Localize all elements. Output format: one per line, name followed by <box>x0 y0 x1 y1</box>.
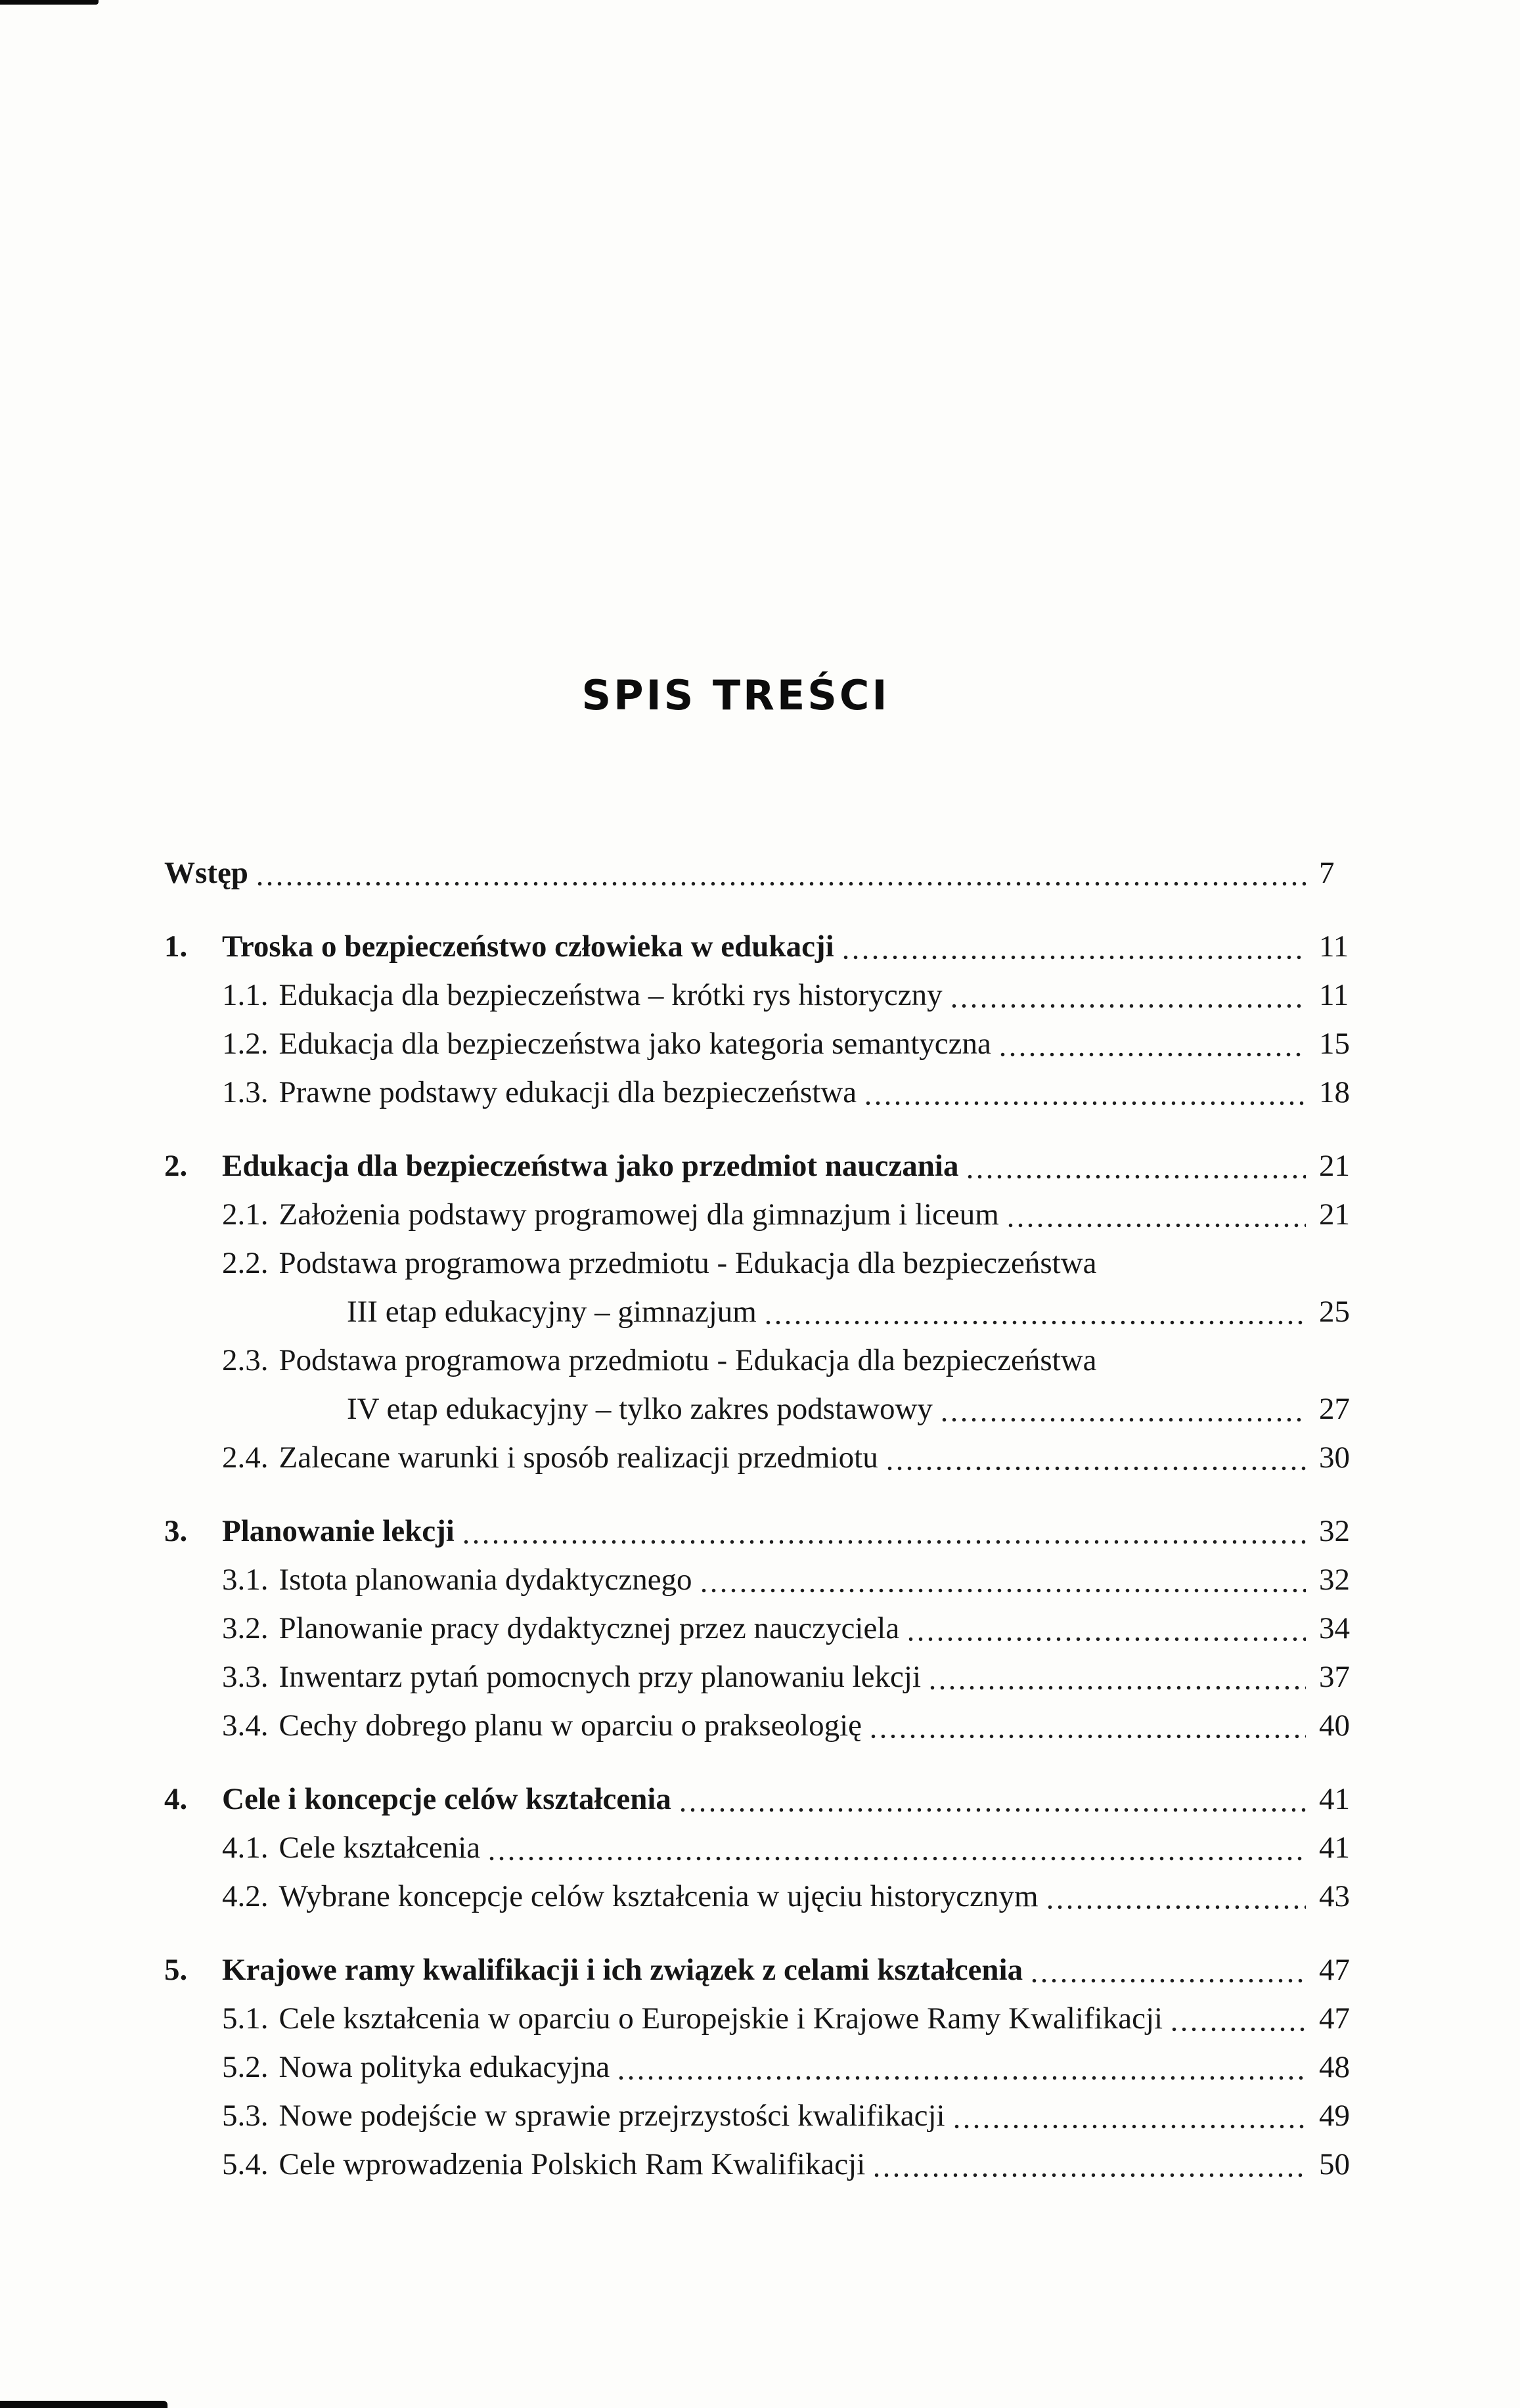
dots-leader <box>885 1465 1306 1471</box>
toc-entry-3-1 <box>222 1555 1378 1604</box>
entry-number: 4.1. <box>222 1831 269 1865</box>
dots-leader <box>863 1100 1306 1106</box>
entry-title: Podstawa programowa przedmiotu - Edukacja dla bezpieczeństwa <box>279 1246 1097 1280</box>
dots-leader <box>678 1807 1306 1813</box>
entry-page: 32 <box>1319 1514 1350 1548</box>
toc-entry-1-1 <box>222 971 1378 1019</box>
entry-number: 5.4. <box>222 2147 269 2181</box>
entry-number: 3. <box>164 1514 188 1548</box>
entry-page: 25 <box>1319 1295 1350 1329</box>
toc-entry-4 <box>164 1775 1378 1823</box>
page-title: SPIS TREŚCI <box>581 671 890 719</box>
dots-leader <box>949 1003 1306 1009</box>
entry-title: Inwentarz pytań pomocnych przy planowaniu lekcji <box>279 1660 922 1694</box>
toc-entry-1-3 <box>222 1068 1378 1117</box>
entry-title-line2: III etap edukacyjny – gimnazjum <box>347 1295 757 1329</box>
entry-title: Cechy dobrego planu w oparciu o prakseologię <box>279 1708 862 1743</box>
entry-number: 2.2. <box>222 1246 269 1280</box>
entry-page: 40 <box>1319 1708 1350 1743</box>
entry-title: Edukacja dla bezpieczeństwa – krótki rys historyczny <box>279 978 943 1012</box>
entry-page: 11 <box>1319 929 1349 964</box>
entry-page: 47 <box>1319 2001 1350 2036</box>
entry-title: Podstawa programowa przedmiotu - Edukacja dla bezpieczeństwa <box>279 1343 1097 1377</box>
entry-page: 30 <box>1319 1440 1350 1475</box>
dots-leader <box>952 2124 1306 2129</box>
dots-leader <box>1029 1978 1306 1984</box>
entry-number: 4. <box>164 1782 188 1816</box>
toc-entry-2-3 <box>164 1336 1378 1433</box>
toc-entry-2-4 <box>222 1433 1378 1482</box>
entry-page: 37 <box>1319 1660 1350 1694</box>
entry-number: 2.1. <box>222 1197 269 1232</box>
entry-title: Wstęp <box>164 856 248 890</box>
entry-title: Planowanie pracy dydaktycznej przez nauczyciela <box>279 1611 900 1645</box>
entry-title-line2: IV etap edukacyjny – tylko zakres podstawowy <box>347 1392 933 1426</box>
entry-number: 1. <box>164 929 188 964</box>
entry-number: 5.3. <box>222 2099 269 2133</box>
dots-leader <box>841 954 1306 960</box>
entry-title: Założenia podstawy programowej dla gimnazjum i liceum <box>279 1197 999 1232</box>
entry-page: 11 <box>1319 978 1349 1012</box>
dots-leader <box>255 881 1306 887</box>
entry-number: 3.1. <box>222 1563 269 1597</box>
entry-page: 32 <box>1319 1563 1350 1597</box>
entry-title: Cele kształcenia <box>279 1831 481 1865</box>
toc-entry-3-3 <box>222 1653 1378 1701</box>
toc-entry-2-1 <box>222 1190 1378 1239</box>
toc-entry-4-1 <box>222 1823 1378 1872</box>
entry-page: 27 <box>1319 1392 1350 1426</box>
entry-title: Nowe podejście w sprawie przejrzystości kwalifikacji <box>279 2099 945 2133</box>
dots-leader <box>965 1174 1306 1180</box>
entry-page: 21 <box>1319 1149 1350 1183</box>
dots-leader <box>906 1636 1306 1642</box>
entry-number: 3.4. <box>222 1708 269 1743</box>
toc-entry-5 <box>164 1946 1378 1994</box>
dots-leader <box>872 2172 1306 2178</box>
entry-number: 4.2. <box>222 1879 269 1913</box>
entry-title: Cele wprowadzenia Polskich Ram Kwalifikacji <box>279 2147 866 2181</box>
entry-page: 50 <box>1319 2147 1350 2181</box>
toc-entry-3 <box>164 1507 1378 1555</box>
table-of-contents <box>164 849 1378 2189</box>
toc-entry-5-2 <box>222 2043 1378 2091</box>
entry-title: Edukacja dla bezpieczeństwa jako kategoria semantyczna <box>279 1027 991 1061</box>
dots-leader <box>763 1320 1306 1326</box>
entry-number: 1.1. <box>222 978 269 1012</box>
dots-leader <box>1169 2026 1306 2032</box>
entry-page: 47 <box>1319 1953 1350 1987</box>
entry-title: Planowanie lekcji <box>222 1514 455 1548</box>
toc-entry-2 <box>164 1142 1378 1190</box>
toc-entry-4-2 <box>222 1872 1378 1921</box>
entry-page: 41 <box>1319 1831 1350 1865</box>
entry-number: 3.3. <box>222 1660 269 1694</box>
entry-number: 1.3. <box>222 1075 269 1109</box>
toc-entry-2-2 <box>164 1239 1378 1336</box>
entry-page: 7 <box>1319 856 1335 890</box>
entry-title: Istota planowania dydaktycznego <box>279 1563 692 1597</box>
entry-page: 41 <box>1319 1782 1350 1816</box>
entry-page: 49 <box>1319 2099 1350 2133</box>
entry-number: 2.4. <box>222 1440 269 1475</box>
entry-title: Cele i koncepcje celów kształcenia <box>222 1782 671 1816</box>
toc-entry-5-1 <box>222 1994 1378 2043</box>
entry-title: Zalecane warunki i sposób realizacji przedmiotu <box>279 1440 878 1475</box>
entry-title: Troska o bezpieczeństwo człowieka w edukacji <box>222 929 834 964</box>
toc-entry-3-4 <box>222 1701 1378 1750</box>
entry-number: 5.1. <box>222 2001 269 2036</box>
entry-page: 15 <box>1319 1027 1350 1061</box>
entry-page: 21 <box>1319 1197 1350 1232</box>
dots-leader <box>939 1417 1306 1423</box>
toc-entry-1 <box>164 922 1378 971</box>
entry-title: Cele kształcenia w oparciu o Europejskie i Krajowe Ramy Kwalifikacji <box>279 2001 1163 2036</box>
dots-leader <box>487 1856 1306 1862</box>
dots-leader <box>1045 1904 1306 1910</box>
dots-leader <box>461 1539 1306 1545</box>
dots-leader <box>998 1052 1306 1058</box>
toc-entry-5-3 <box>222 2091 1378 2140</box>
toc-entry-wstep <box>164 849 1378 897</box>
entry-number: 2. <box>164 1149 188 1183</box>
toc-entry-5-4 <box>222 2140 1378 2189</box>
toc-entry-1-2 <box>222 1019 1378 1068</box>
entry-number: 1.2. <box>222 1027 269 1061</box>
entry-title: Prawne podstawy edukacji dla bezpieczeństwa <box>279 1075 857 1109</box>
dots-leader <box>868 1733 1306 1739</box>
entry-number: 2.3. <box>222 1343 269 1377</box>
entry-title: Krajowe ramy kwalifikacji i ich związek z celami kształcenia <box>222 1953 1023 1987</box>
dots-leader <box>928 1685 1306 1691</box>
dots-leader <box>699 1588 1306 1594</box>
toc-entry-3-2 <box>222 1604 1378 1653</box>
dots-leader <box>616 2075 1306 2081</box>
entry-number: 5.2. <box>222 2050 269 2084</box>
entry-page: 48 <box>1319 2050 1350 2084</box>
entry-page: 18 <box>1319 1075 1350 1109</box>
entry-title: Edukacja dla bezpieczeństwa jako przedmiot nauczania <box>222 1149 959 1183</box>
scan-artifact-top <box>0 0 99 5</box>
entry-title: Wybrane koncepcje celów kształcenia w ujęciu historycznym <box>279 1879 1039 1913</box>
entry-number: 3.2. <box>222 1611 269 1645</box>
scan-artifact-bottom <box>0 2401 168 2408</box>
entry-title: Nowa polityka edukacyjna <box>279 2050 610 2084</box>
dots-leader <box>1006 1222 1306 1228</box>
entry-number: 5. <box>164 1953 188 1987</box>
entry-page: 34 <box>1319 1611 1350 1645</box>
entry-page: 43 <box>1319 1879 1350 1913</box>
